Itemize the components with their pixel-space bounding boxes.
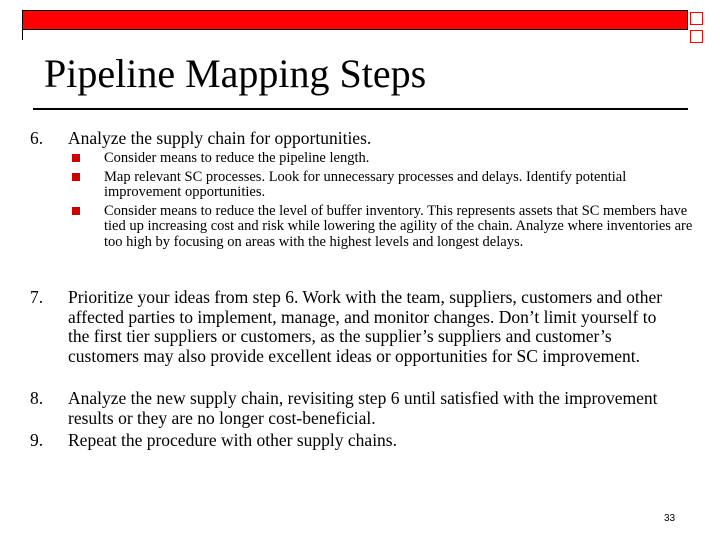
bullet-text: Consider means to reduce the pipeline length. (104, 150, 370, 166)
slide-title: Pipeline Mapping Steps (44, 51, 427, 96)
step-number: 9. (30, 430, 44, 450)
header-accent-square (690, 30, 703, 43)
header-accent-bar (22, 10, 688, 30)
step-text: Repeat the procedure with other supply chains. (68, 430, 397, 450)
bullet-text: Map relevant SC processes. Look for unnecessary processes and delays. Identify potential improvement opportunities. (104, 168, 627, 200)
step-text: Prioritize your ideas from step 6. Work with the team, suppliers, customers and other affected parties to implement, manage, and monitor changes. Don’t limit yourself to the first tier suppliers or customers, as the supplier’s suppliers and customer’s customers may also provide excellent ideas or opportunities for SC improvement. (68, 287, 663, 366)
step-7 (30, 288, 680, 366)
step-text: Analyze the new supply chain, revisiting step 6 until satisfied with the improvement results or they are no longer cost-beneficial. (68, 388, 658, 428)
header-accent-square (690, 12, 703, 25)
bullet-square-icon (72, 154, 80, 162)
sub-bullet-list (68, 151, 700, 253)
step-9 (30, 431, 680, 451)
list-item (68, 204, 700, 251)
step-6 (30, 129, 680, 149)
bullet-square-icon (72, 173, 80, 181)
step-number: 6. (30, 128, 44, 148)
step-number: 8. (30, 388, 44, 408)
step-number: 7. (30, 287, 44, 307)
step-8 (30, 389, 680, 428)
step-text: Analyze the supply chain for opportunities. (68, 128, 372, 148)
title-divider (33, 108, 688, 110)
header-accent-line (22, 30, 23, 40)
list-item (68, 170, 700, 201)
bullet-square-icon (72, 207, 80, 215)
bullet-text: Consider means to reduce the level of buffer inventory. This represents assets that SC members have tied up increasing cost and risk while lowering the agility of the chain. Analyze where inventories are too high by focusing on areas with the highest levels and longest delays. (104, 202, 693, 250)
list-item (68, 151, 700, 167)
page-number: 33 (664, 513, 676, 524)
